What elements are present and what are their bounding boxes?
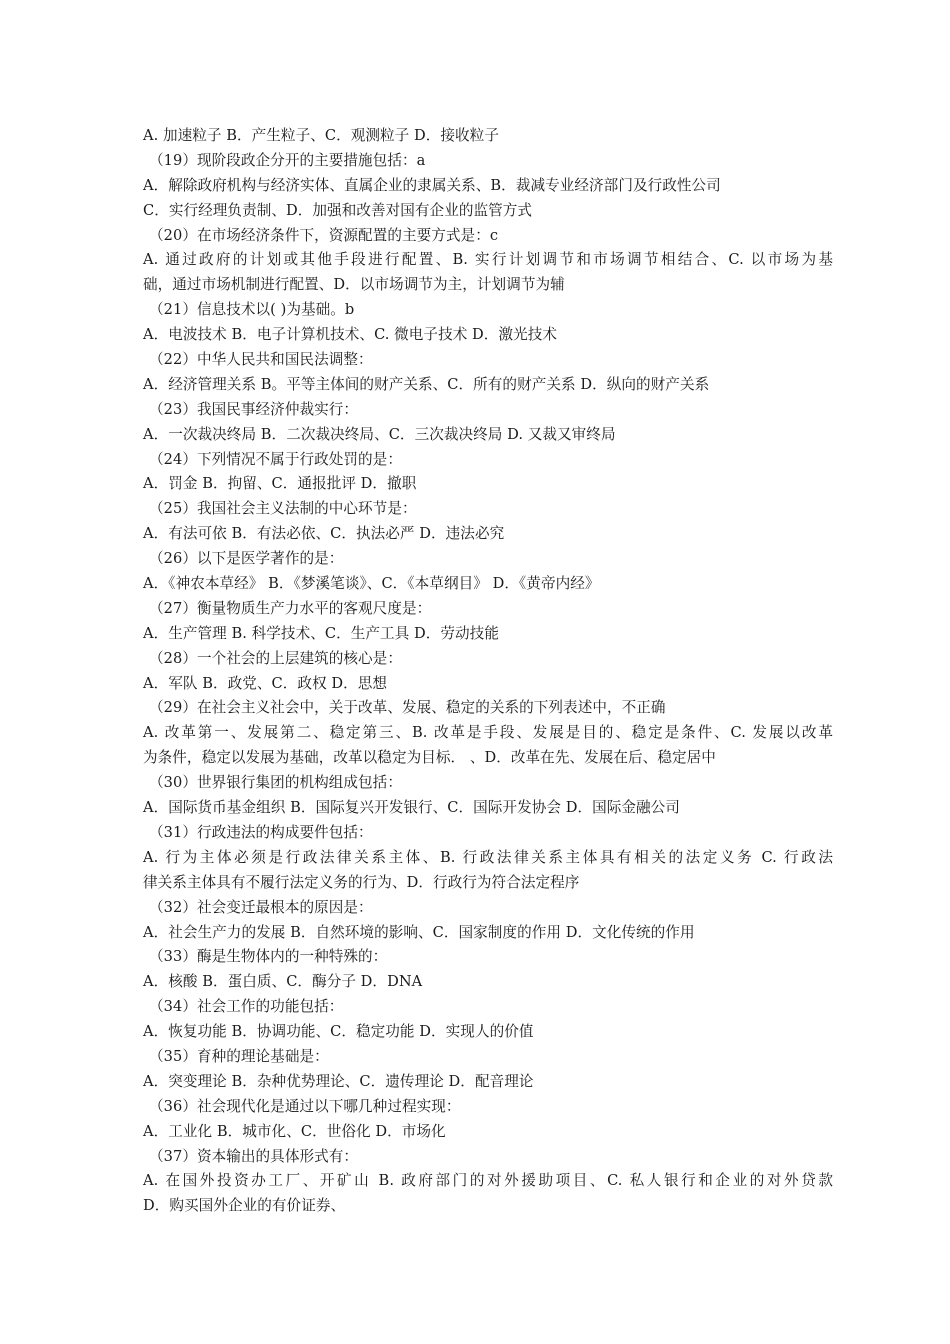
answer-options-27: A．生产管理 B. 科学技术、C．生产工具 D．劳动技能 (143, 624, 499, 642)
answer-options-19-line2: C．实行经理负责制、D．加强和改善对国有企业的监管方式 (143, 201, 533, 219)
question-36: （36）社会现代化是通过以下哪几种过程实现： (149, 1097, 461, 1115)
answer-options-26: A．《神农本草经》 B．《梦溪笔谈》、C．《本草纲目》 D．《黄帝内经》 (143, 575, 600, 593)
question-34: （34）社会工作的功能包括： (149, 998, 344, 1016)
question-19: （19）现阶段政企分开的主要措施包括：a (149, 151, 426, 169)
answer-options-24: A．罚金 B．拘留、C．通报批评 D．撤职 (143, 475, 417, 493)
answer-options-29-line1: A. 改革第一、发展第二、稳定第三、B. 改革是手段、发展是目的、稳定是条件、C. 发展以改革 (143, 724, 833, 742)
question-20: （20）在市场经济条件下，资源配置的主要方式是：c (149, 226, 499, 244)
question-21: （21）信息技术以( )为基础。b (149, 301, 355, 319)
question-27: （27）衡量物质生产力水平的客观尺度是： (149, 599, 432, 617)
answer-options-33: A．核酸 B．蛋白质、C．酶分子 D．DNA (143, 973, 423, 991)
answer-options-21: A．电波技术 B．电子计算机技术、C. 微电子技术 D．激光技术 (143, 326, 558, 344)
answer-options-23: A．一次裁决终局 B．二次裁决终局、C．三次裁决终局 D. 又裁又审终局 (143, 425, 616, 443)
question-25: （25）我国社会主义法制的中心环节是： (149, 500, 417, 518)
question-37: （37）资本输出的具体形式有： (149, 1147, 359, 1165)
document-page (143, 124, 833, 1219)
answer-options-37-line1: A. 在国外投资办工厂、开矿山 B. 政府部门的对外援助项目、C. 私人银行和企业的对外贷款 (143, 1172, 833, 1190)
question-24: （24）下列情况不属于行政处罚的是： (149, 450, 402, 468)
answer-options-28: A．军队 B．政党、C．政权 D．思想 (143, 674, 388, 692)
question-26: （26）以下是医学著作的是： (149, 550, 344, 568)
answer-options-20-line1: A. 通过政府的计划或其他手段进行配置、B. 实行计划调节和市场调节相结合、C. 以市场为基 (143, 251, 833, 269)
answer-options-31-line1: A. 行为主体必须是行政法律关系主体、B. 行政法律关系主体具有相关的法定义务 C. 行政法 (143, 848, 833, 866)
answer-options-35: A．突变理论 B．杂种优势理论、C．遗传理论 D．配音理论 (143, 1072, 534, 1090)
question-22: （22）中华人民共和国民法调整： (149, 351, 373, 369)
question-29: （29）在社会主义社会中，关于改革、发展、稳定的关系的下列表述中，不正确 (149, 699, 666, 717)
answer-options-18: A. 加速粒子 B．产生粒子、C．观测粒子 D．接收粒子 (143, 127, 499, 144)
question-35: （35）育种的理论基础是： (149, 1047, 329, 1065)
question-33: （33）酶是生物体内的一种特殊的： (149, 948, 388, 966)
answer-options-36: A．工业化 B．城市化、C．世俗化 D．市场化 (143, 1122, 446, 1140)
answer-options-37-line2: D．购买国外企业的有价证券、 (143, 1197, 346, 1215)
answer-options-30: A．国际货币基金组织 B．国际复兴开发银行、C．国际开发协会 D．国际金融公司 (143, 799, 680, 817)
answer-options-34: A．恢复功能 B．协调功能、C．稳定功能 D．实现人的价值 (143, 1023, 534, 1041)
answer-options-32: A．社会生产力的发展 B．自然环境的影响、C．国家制度的作用 D．文化传统的作用 (143, 923, 695, 941)
question-32: （32）社会变迁最根本的原因是： (149, 898, 373, 916)
answer-options-20-line2: 础，通过市场机制进行配置、D．以市场调节为主，计划调节为辅 (143, 276, 565, 294)
answer-options-31-line2: 律关系主体具有不履行法定义务的行为、D．行政行为符合法定程序 (143, 873, 580, 891)
question-30: （30）世界银行集团的机构组成包括： (149, 774, 402, 792)
answer-options-19-line1: A．解除政府机构与经济实体、直属企业的隶属关系、B．裁减专业经济部门及行政性公司 (143, 176, 721, 194)
answer-options-25: A．有法可依 B．有法必依、C．执法必严 D．违法必究 (143, 525, 505, 543)
question-31: （31）行政违法的构成要件包括： (149, 823, 373, 841)
answer-options-29-line2: 为条件，稳定以发展为基础，改革以稳定为目标． 、D．改革在先、发展在后、稳定居中 (143, 749, 716, 767)
answer-options-22: A．经济管理关系 B。平等主体间的财产关系、C．所有的财产关系 D．纵向的财产关系 (143, 375, 710, 393)
question-28: （28）一个社会的上层建筑的核心是： (149, 649, 402, 667)
question-23: （23）我国民事经济仲裁实行： (149, 400, 359, 418)
